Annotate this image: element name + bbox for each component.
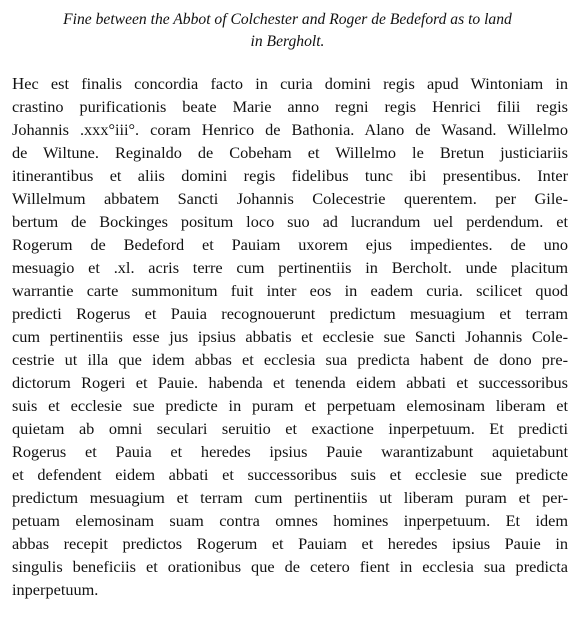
body-line: warrantie carte summonitum fuit inter eos in eadem curia. scilicet quod	[12, 281, 568, 300]
body-line: cestrie ut illa que idem abbas et ecclesia sua predicta habent de dono pre-	[12, 350, 568, 369]
body-line: cum pertinentiis esse jus ipsius abbatis et ecclesie sue Sancti Johannis Cole-	[12, 327, 568, 346]
body-line: inperpetuum.	[12, 580, 99, 599]
body-line: Willelmum abbatem Sancti Johannis Colecestrie querentem. per Gile-	[12, 189, 568, 208]
body-line: quietam ab omni seculari seruitio et exactione inperpetuum. Et predicti	[12, 419, 568, 438]
document-title-line-2: in Bergholt.	[250, 33, 325, 50]
document-title-line-1: Fine between the Abbot of Colchester and Roger de Bedeford as to land	[63, 11, 512, 28]
body-line: suis et ecclesie sue predicte in puram et perpetuam elemosinam liberam et	[12, 396, 568, 415]
body-line: itinerantibus et aliis domini regis fidelibus tunc ibi presentibus. Inter	[12, 166, 568, 185]
body-line: et defendent eidem abbati et successoribus suis et ecclesie sue predicte	[12, 465, 568, 484]
body-line: Hec est finalis concordia facto in curia domini regis apud Wintoniam in	[12, 74, 568, 93]
body-line: predictum mesuagium et terram cum pertinentiis ut liberam puram et per-	[12, 488, 568, 507]
body-line: abbas recepit predictos Rogerum et Pauiam et heredes ipsius Pauie in	[12, 534, 568, 553]
body-line: de Wiltune. Reginaldo de Cobeham et Willelmo le Bretun justiciariis	[12, 143, 568, 162]
body-line: predicti Rogerus et Pauia recognouerunt predictum mesuagium et terram	[12, 304, 568, 323]
body-line: crastino purificationis beate Marie anno regni regis Henrici filii regis	[12, 97, 568, 116]
body-line: Rogerus et Pauia et heredes ipsius Pauie warantizabunt aquietabunt	[12, 442, 568, 461]
body-line: mesuagio et .xl. acris terre cum pertinentiis in Bercholt. unde placitum	[12, 258, 568, 277]
body-line: bertum de Bockinges positum loco suo ad lucrandum uel perdendum. et	[12, 212, 568, 231]
body-line: Johannis .xxx°iii°. coram Henrico de Bathonia. Alano de Wasand. Willelmo	[12, 120, 568, 139]
body-line: singulis beneficiis et orationibus que de cetero fient in ecclesia sua predicta	[12, 557, 568, 576]
body-line: petuam elemosinam suam contra omnes homines inperpetuum. Et idem	[12, 511, 568, 530]
body-line: Rogerum de Bedeford et Pauiam uxorem ejus impedientes. de uno	[12, 235, 568, 254]
body-line: dictorum Rogeri et Pauie. habenda et tenenda eidem abbati et successoribus	[12, 373, 568, 392]
